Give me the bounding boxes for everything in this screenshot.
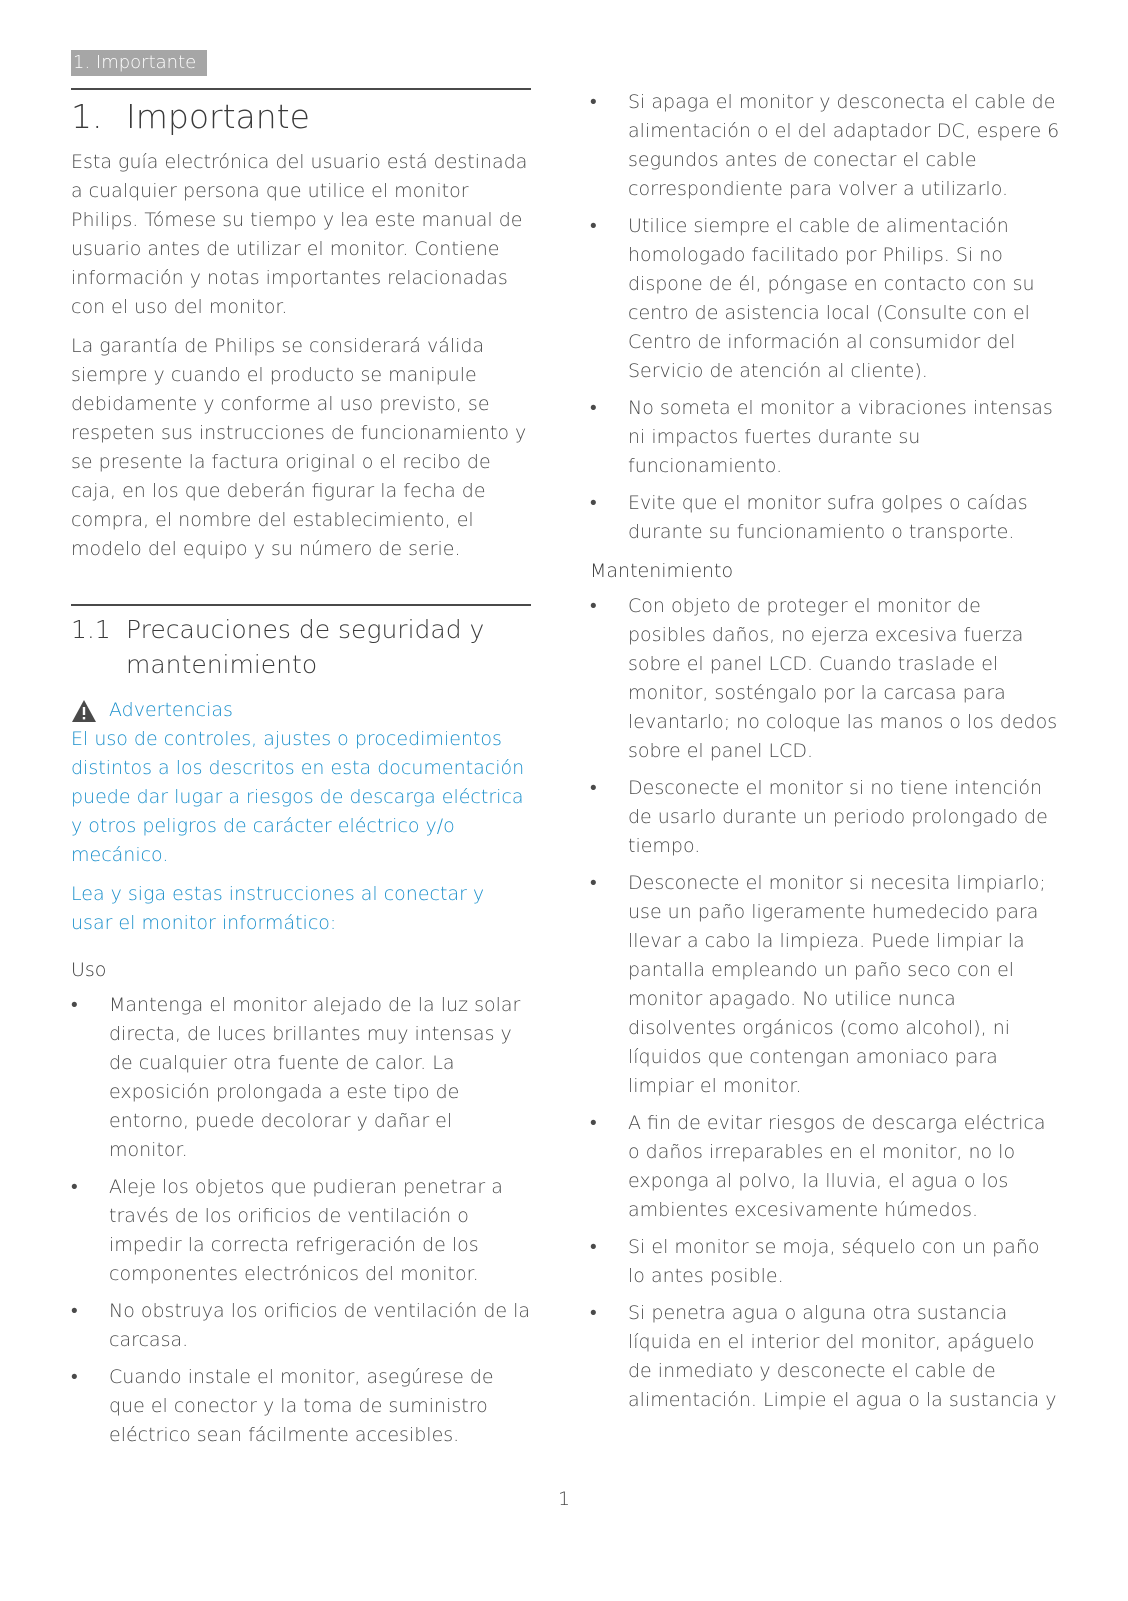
bullet: • — [590, 492, 597, 514]
list-item-text: No obstruya los orificios de ventilación de la carcasa. — [109, 1300, 531, 1351]
bullet: • — [590, 215, 597, 237]
chapter-title: Importante — [126, 97, 310, 136]
mantenimiento-list — [590, 592, 1060, 1415]
bullet: • — [590, 1302, 597, 1324]
list-item — [71, 1173, 531, 1289]
bullet: • — [590, 595, 597, 617]
warning-text: Lea y siga estas instrucciones al conectar y usar el monitor informático: — [71, 883, 485, 934]
right-column — [590, 88, 1060, 1423]
bullet: • — [590, 1112, 597, 1134]
list-item — [590, 489, 1060, 547]
list-item — [590, 1299, 1060, 1415]
section-heading — [71, 612, 531, 682]
intro-paragraph: Esta guía electrónica del usuario está destinada a cualquier persona que utilice el monitor Philips. Tómese su tiempo y lea este manual de usuario antes de utilizar el monitor. Contiene información y notas importantes relacionadas con el uso del monitor. — [71, 151, 528, 318]
list-item-text: Aleje los objetos que pudieran penetrar a través de los orificios de ventilación o impedir la correcta refrigeración de los componentes electrónicos del monitor. — [109, 1176, 503, 1285]
list-item — [71, 1297, 531, 1355]
list-item-text: Con objeto de proteger el monitor de posibles daños, no ejerza excesiva fuerza sobre el panel LCD. Cuando traslade el monitor, sosténgalo por la carcasa para levantarlo; no coloque las manos o los dedos sobre el panel LCD. — [628, 595, 1058, 762]
list-item-text: A fin de evitar riesgos de descarga eléctrica o daños irreparables en el monitor, no lo exponga al polvo, la lluvia, el agua o los ambientes excesivamente húmedos. — [628, 1112, 1046, 1221]
uso-heading: Uso — [71, 959, 107, 981]
bullet: • — [71, 1366, 78, 1388]
mantenimiento-heading: Mantenimiento — [590, 560, 734, 582]
list-item-text: Utilice siempre el cable de alimentación homologado facilitado por Philips. Si no dispone de él, póngase en contacto con su centro de asistencia local (Consulte con el Centro de información al consumidor del Servicio de atención al cliente). — [628, 215, 1035, 382]
list-item-text: Cuando instale el monitor, asegúrese de que el conector y la toma de suministro eléctrico sean fácilmente accesibles. — [109, 1366, 494, 1446]
bullet: • — [590, 1236, 597, 1258]
chapter-number: 1. — [71, 97, 103, 136]
list-item — [590, 88, 1060, 204]
list-item-text: No someta el monitor a vibraciones intensas ni impactos fuertes durante su funcionamiento. — [628, 397, 1053, 477]
warning-title: Advertencias — [109, 699, 233, 721]
warning-text: El uso de controles, ajustes o procedimientos distintos a los descritos en esta documentación puede dar lugar a riesgos de descarga eléctrica y otros peligros de carácter eléctrico y/o mecánico. — [71, 728, 525, 866]
uso-list-continued — [590, 88, 1060, 547]
bullet: • — [71, 1300, 78, 1322]
list-item-text: Desconecte el monitor si no tiene intención de usarlo durante un periodo prolongado de tiempo. — [628, 777, 1048, 857]
bullet: • — [71, 1176, 78, 1198]
bullet: • — [590, 872, 597, 894]
list-item — [590, 394, 1060, 481]
warning-triangle-icon — [71, 699, 97, 723]
list-item-text: Si apaga el monitor y desconecta el cable de alimentación o el del adaptador DC, espere 6 segundos antes de conectar el cable correspondiente para volver a utilizarlo. — [628, 91, 1060, 200]
list-item — [590, 212, 1060, 386]
bullet: • — [71, 994, 78, 1016]
list-item-text: Desconecte el monitor si necesita limpiarlo; use un paño ligeramente humedecido para llevar a cabo la limpieza. Puede limpiar la pantalla empleando un paño seco con el monitor apagado. No utilice nunca disolventes orgánicos (como alcohol), ni líquidos que contengan amoniaco para limpiar el monitor. — [628, 872, 1046, 1097]
list-item — [590, 869, 1060, 1101]
chapter-heading — [71, 96, 531, 138]
bullet: • — [590, 91, 597, 113]
list-item-text: Si penetra agua o alguna otra sustancia líquida en el interior del monitor, apáguelo de inmediato y desconecte el cable de alimentación. Limpie el agua o la sustancia y — [628, 1302, 1057, 1411]
list-item — [590, 592, 1060, 766]
list-item-text: Mantenga el monitor alejado de la luz solar directa, de luces brillantes muy intensas y de cualquier otra fuente de calor. La exposición prolongada a este tipo de entorno, puede decolorar y dañar el monitor. — [109, 994, 521, 1161]
list-item — [590, 1109, 1060, 1225]
bullet: • — [590, 777, 597, 799]
section-number: 1.1 — [71, 615, 111, 644]
intro-paragraph: La garantía de Philips se considerará válida siempre y cuando el producto se manipule debidamente y conforme al uso previsto, se respeten sus instrucciones de funcionamiento y se presente la factura original o el recibo de caja, en los que deberán figurar la fecha de compra, el nombre del establecimiento, el modelo del equipo y su número de serie. — [71, 335, 527, 560]
list-item — [71, 1363, 531, 1450]
section-title: Precauciones de seguridad y mantenimiento — [126, 615, 485, 679]
section-rule — [71, 604, 531, 606]
list-item — [590, 1233, 1060, 1291]
list-item-text: Si el monitor se moja, séquelo con un paño lo antes posible. — [628, 1236, 1040, 1287]
list-item — [590, 774, 1060, 861]
chapter-rule — [71, 88, 531, 90]
page-number: 1 — [557, 1488, 571, 1510]
uso-list — [71, 991, 531, 1450]
warning-heading — [71, 696, 531, 725]
list-item — [71, 991, 531, 1165]
running-header: 1. Importante — [71, 50, 207, 76]
bullet: • — [590, 397, 597, 419]
list-item-text: Evite que el monitor sufra golpes o caídas durante su funcionamiento o transporte. — [628, 492, 1028, 543]
left-column — [71, 88, 531, 1458]
